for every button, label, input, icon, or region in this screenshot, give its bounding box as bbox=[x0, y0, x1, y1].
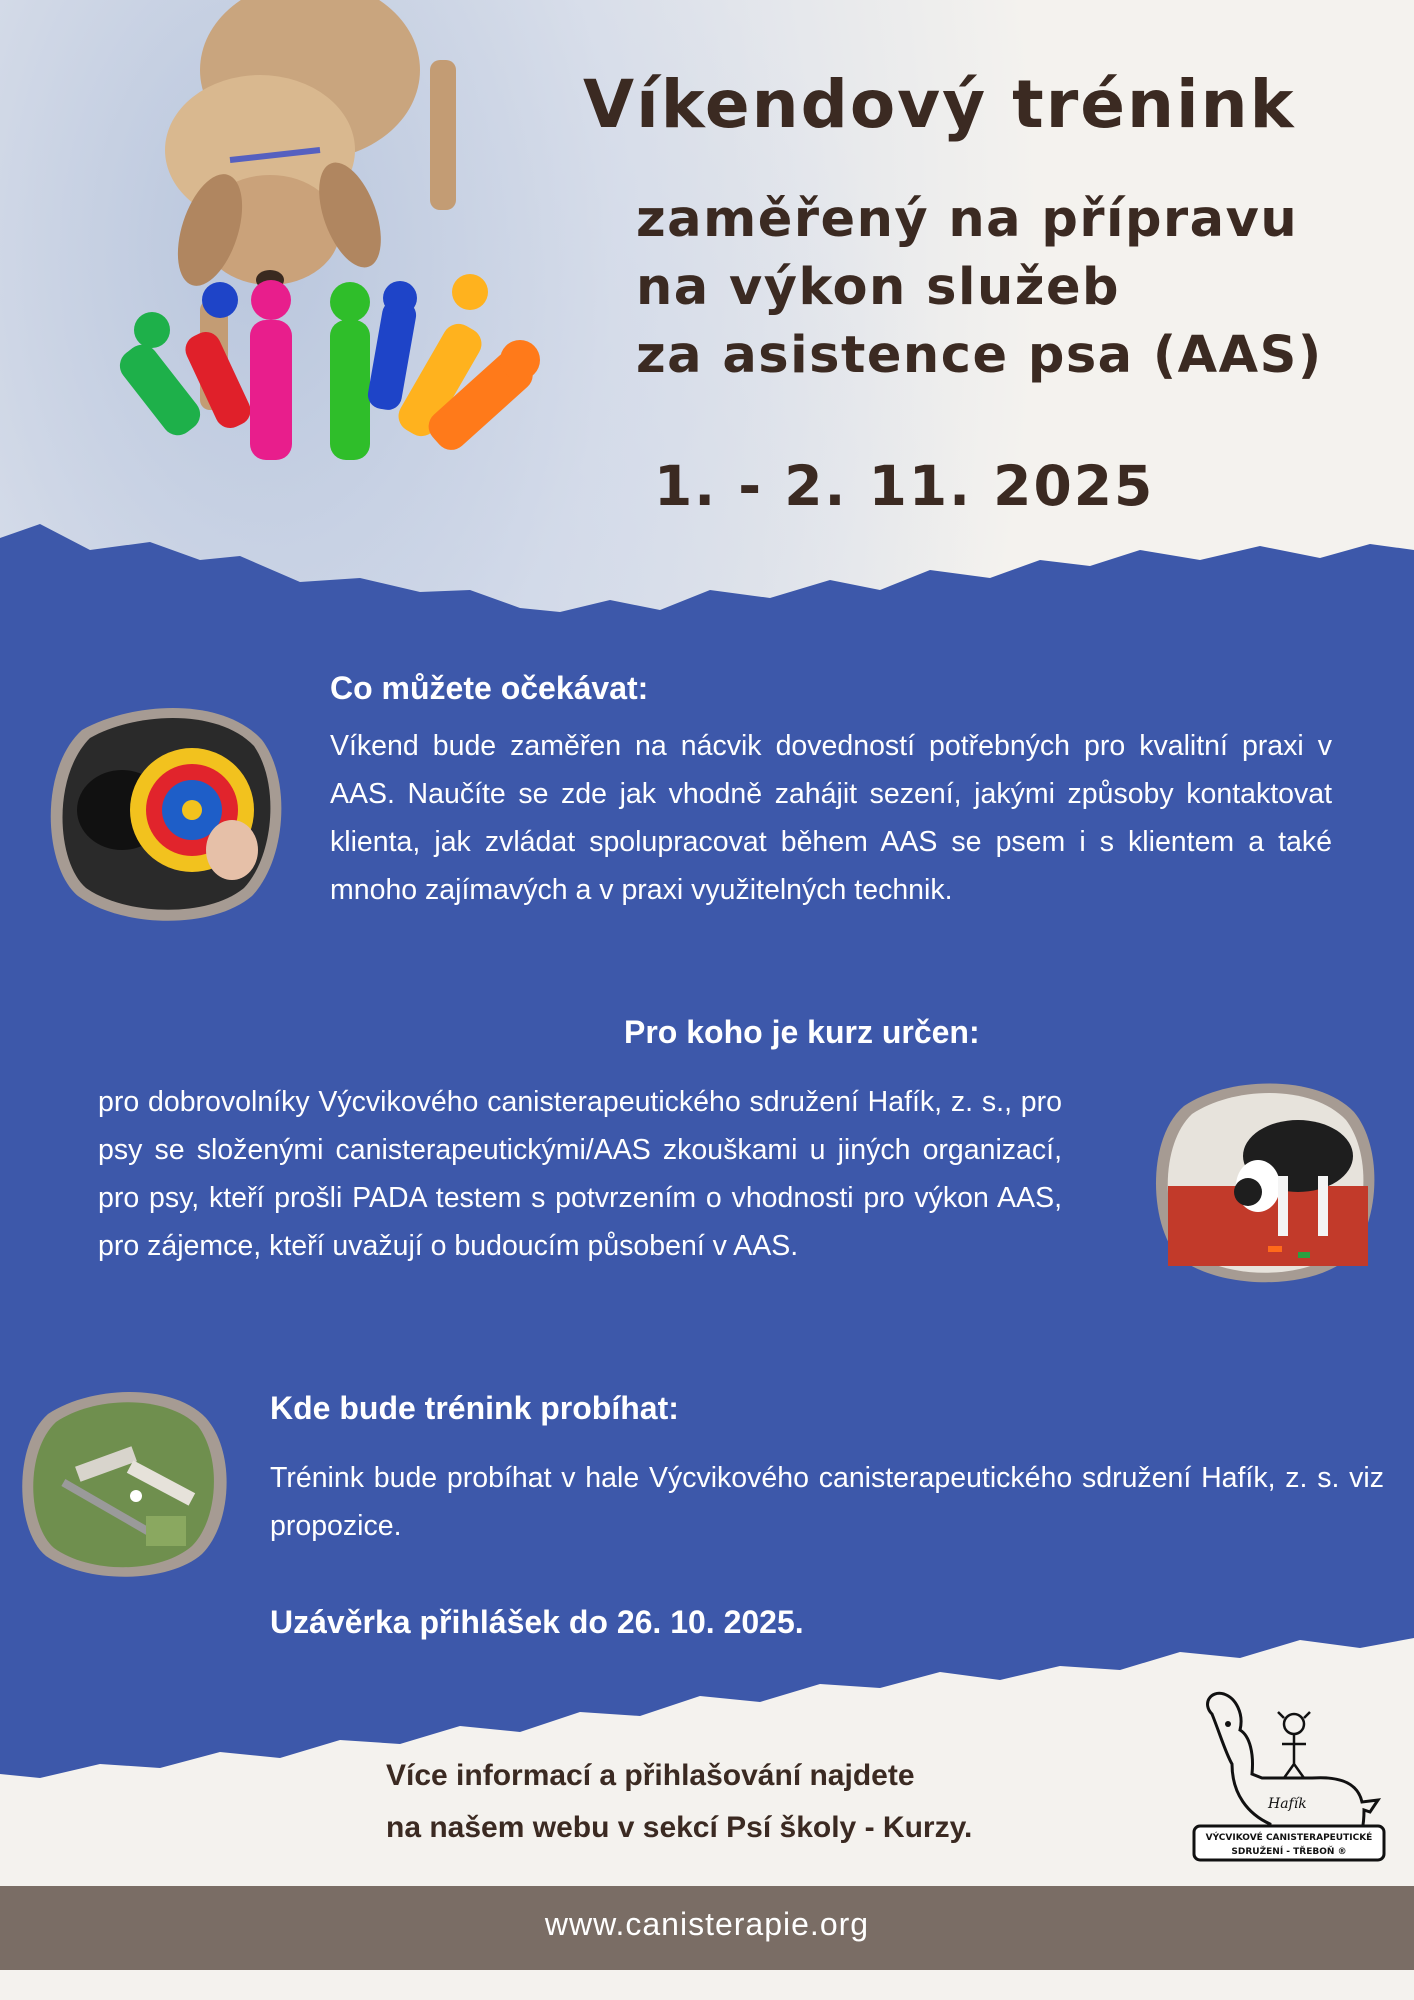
logo-line-1: VÝCVIKOVÉ CANISTERAPEUTICKÉ bbox=[1205, 1833, 1373, 1843]
expect-heading: Co můžete očekávat: bbox=[330, 670, 649, 706]
logo-script: Hafík bbox=[1268, 1796, 1307, 1812]
poster-subtitle bbox=[636, 186, 1323, 390]
dog-skittles-photo bbox=[60, 0, 540, 470]
aerial-map-photo bbox=[16, 1386, 230, 1582]
audience-text: pro dobrovolníky Výcvikového canisterapeutického sdružení Hafík, z. s., pro psy se složenými canisterapeutickými/AAS zkouškami u jiných organizací, pro psy, kteří prošli PADA testem s potvrzením o vhodnosti pro výkon AAS, pro zájemce, kteří uvažují o budoucím působení v AAS. bbox=[98, 1086, 1062, 1262]
website-link[interactable]: www.canisterapie.org bbox=[544, 1906, 870, 1942]
audience-heading: Pro koho je kurz určen: bbox=[624, 1014, 980, 1050]
collie-photo bbox=[1148, 1076, 1380, 1288]
logo-line-2: SDRUŽENÍ - TŘEBOŇ ® bbox=[1231, 1847, 1347, 1857]
expect-text: Víkend bude zaměřen na nácvik dovedností potřebných pro kvalitní praxi v AAS. Naučíte se zde jak vhodně zahájit sezení, jakými způsoby kontaktovat klienta, jak zvládat spolupracovat během AAS se psem i s klientem a také mnoho zajímavých a v praxi využitelných technik. bbox=[330, 730, 1332, 906]
info-line: na našem webu v sekcí Psí školy - Kurzy. bbox=[386, 1811, 973, 1844]
poster-title: Víkendový trénink bbox=[583, 66, 1296, 143]
more-info bbox=[386, 1750, 972, 1854]
info-line: Více informací a přihlašování najdete bbox=[386, 1759, 915, 1792]
subtitle-line: na výkon služeb bbox=[636, 258, 1121, 317]
location-text: Trénink bude probíhat v hale Výcvikového canisterapeutického sdružení Hafík, z. s. viz propozice. bbox=[270, 1462, 1384, 1542]
event-date: 1. - 2. 11. 2025 bbox=[654, 454, 1155, 518]
dog-target-photo bbox=[42, 700, 288, 924]
registration-deadline: Uzávěrka přihlášek do 26. 10. 2025. bbox=[270, 1604, 804, 1640]
subtitle-line: zaměřený na přípravu bbox=[636, 190, 1299, 249]
subtitle-line: za asistence psa (AAS) bbox=[636, 326, 1323, 385]
hafik-logo bbox=[1192, 1684, 1386, 1862]
location-heading: Kde bude trénink probíhat: bbox=[270, 1390, 679, 1426]
